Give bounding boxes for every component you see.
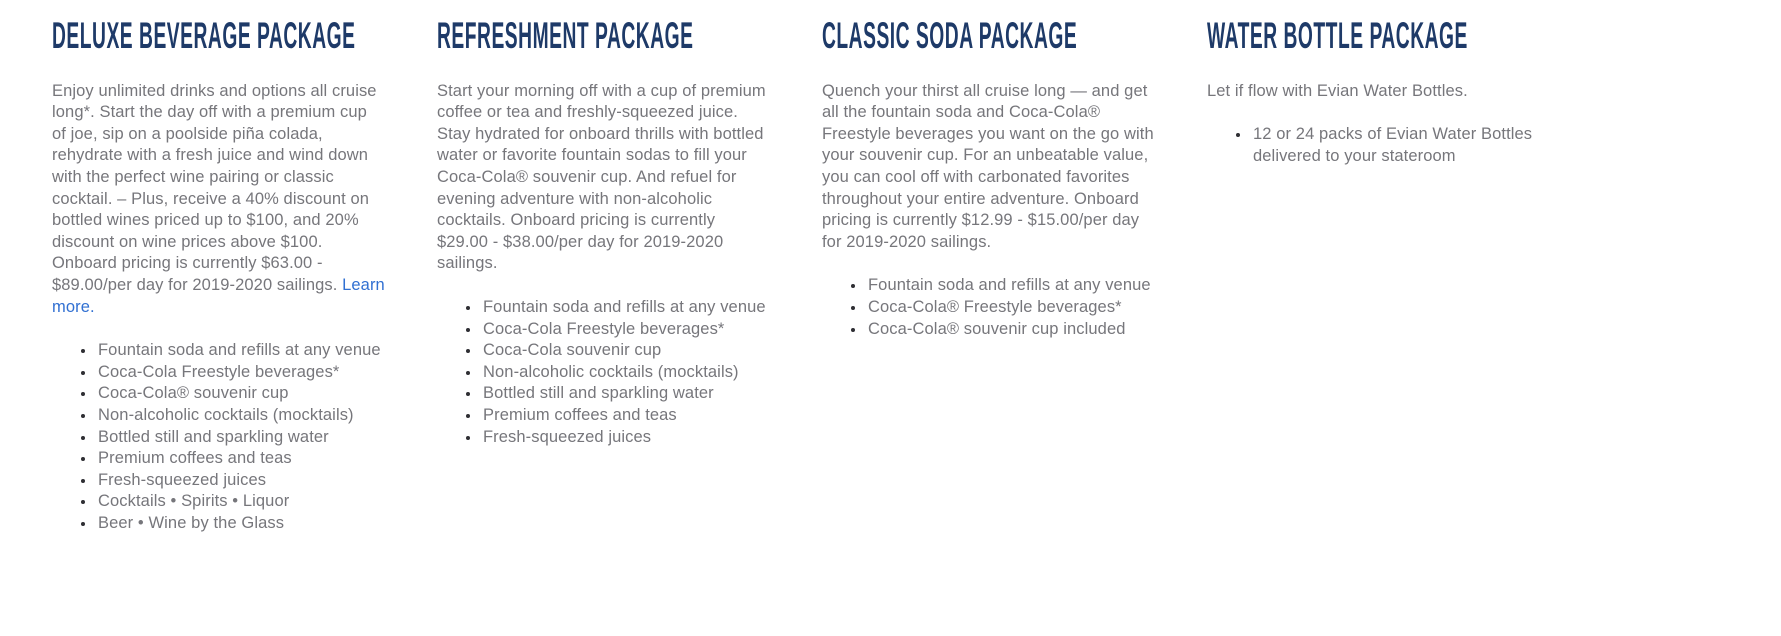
package-description: Let if flow with Evian Water Bottles. (1207, 81, 1468, 100)
list-item: • Beer • Wine by the Glass (96, 513, 385, 535)
package-title: REFRESHMENT PACKAGE (437, 15, 694, 56)
list-item: • Coca-Cola® Freestyle beverages* (866, 297, 1155, 319)
learn-more-link[interactable]: Learn more. (52, 276, 385, 316)
list-item: • Coca-Cola® souvenir cup (96, 383, 385, 405)
list-item: • Cocktails • Spirits • Liquor (96, 491, 385, 513)
package-description: Start your morning off with a cup of premium coffee or tea and freshly-squeezed juice. Stay hydrated for onboard thrills with bottled water or favorite fountain sodas to fill your Coca-Cola® souvenir cup. And refuel for evening adventure with non-alcoholic cocktails. Onboard pricing is currently $29.00 - $38.00/per day for 2019-2020 sailings. (437, 81, 766, 273)
list-item: • Fountain soda and refills at any venue (481, 297, 770, 319)
list-item: • Fresh-squeezed juices (481, 427, 770, 449)
package-description: Quench your thirst all cruise long — and get all the fountain soda and Coca-Cola® Freestyle beverages you want on the go with your souvenir cup. For an unbeatable value, you can cool off with carbonated favorites throughout your entire adventure. Onboard pricing is currently $12.99 - $15.00/per day for 2019-2020 sailings. (822, 81, 1154, 251)
list-item: • Bottled still and sparkling water (481, 383, 770, 405)
list-item: • Coca-Cola souvenir cup (481, 340, 770, 362)
list-item: • Fountain soda and refills at any venue (96, 340, 385, 362)
package-title: DELUXE BEVERAGE PACKAGE (52, 15, 356, 56)
list-item: • Non-alcoholic cocktails (mocktails) (96, 405, 385, 427)
package-title: CLASSIC SODA PACKAGE (822, 15, 1078, 56)
list-item: • Premium coffees and teas (481, 405, 770, 427)
package-column-deluxe (52, 16, 385, 535)
package-feature-list (822, 275, 1155, 340)
list-item: • Premium coffees and teas (96, 448, 385, 470)
list-item: • Bottled still and sparkling water (96, 427, 385, 449)
list-item: • Fresh-squeezed juices (96, 470, 385, 492)
package-feature-list (52, 340, 385, 534)
package-description (52, 81, 385, 319)
list-item: • Coca-Cola Freestyle beverages* (481, 319, 770, 341)
package-feature-list (1207, 124, 1540, 167)
package-description-text: Enjoy unlimited drinks and options all cruise long*. Start the day off with a premium cup of joe, sip on a poolside piña colada, rehydrate with a fresh juice and wind down with the perfect wine pairing or classic cocktail. – Plus, receive a 40% discount on bottled wines priced up to $100, and 20% discount on wine prices above $100. Onboard pricing is currently $63.00 - $89.00/per day for 2019-2020 sailings. (52, 81, 377, 295)
package-column-water-bottle (1207, 16, 1540, 535)
package-feature-list (437, 297, 770, 448)
package-column-classic-soda (822, 16, 1155, 535)
list-item: • Coca-Cola Freestyle beverages* (96, 362, 385, 384)
list-item: • Fountain soda and refills at any venue (866, 275, 1155, 297)
list-item: • Coca-Cola® souvenir cup included (866, 319, 1155, 341)
list-item: • Non-alcoholic cocktails (mocktails) (481, 362, 770, 384)
package-column-refreshment (437, 16, 770, 535)
package-title: WATER BOTTLE PACKAGE (1207, 15, 1468, 56)
list-item: • 12 or 24 packs of Evian Water Bottles delivered to your stateroom (1251, 124, 1540, 167)
